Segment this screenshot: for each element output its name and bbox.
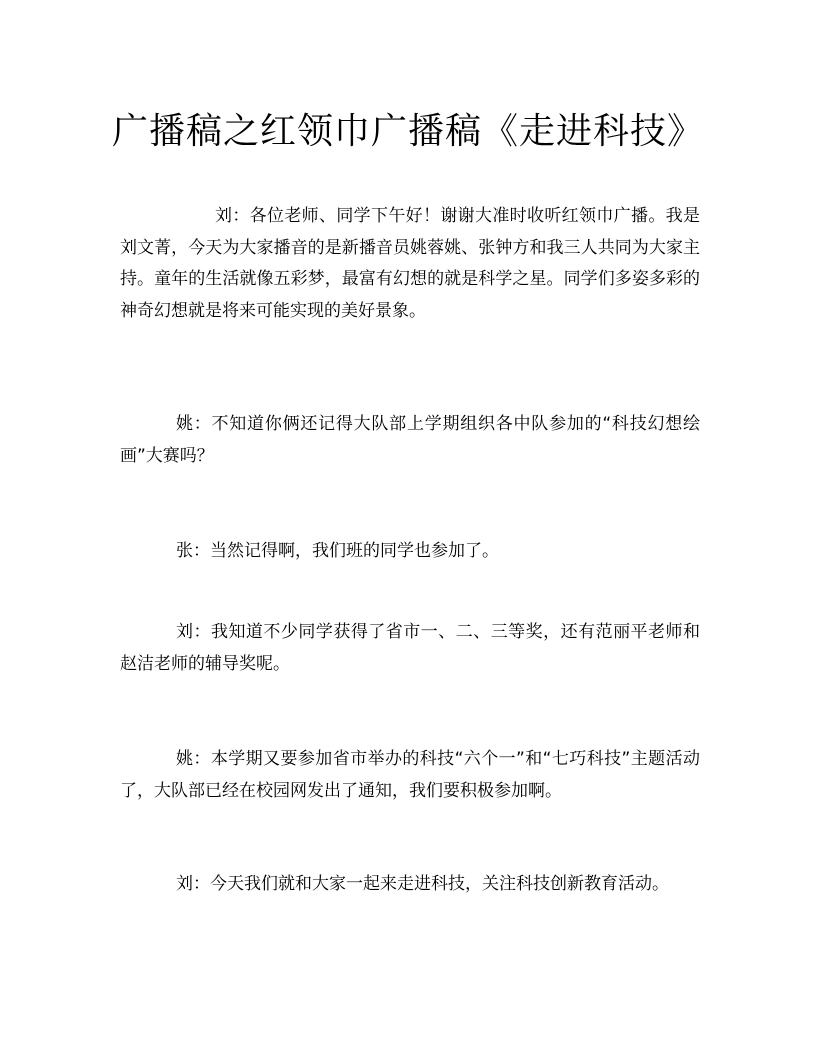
paragraph-zhang-reply: 张：当然记得啊，我们班的同学也参加了。 — [176, 541, 499, 561]
paragraph-yao-question: 姚：不知道你俩还记得大队部上学期组织各中队参加的“科技幻想绘画”大赛吗？ — [120, 414, 700, 466]
paragraph-liu-awards: 刘：我知道不少同学获得了省市一、二、三等奖，还有范丽平老师和赵洁老师的辅导奖呢。 — [120, 622, 700, 674]
document-title: 广播稿之红领巾广播稿《走进科技》 — [111, 111, 704, 152]
paragraph-liu-closing: 刘：今天我们就和大家一起来走进科技，关注科技创新教育活动。 — [176, 874, 669, 894]
paragraph-opening: 刘：各位老师、同学下午好！谢谢大准时收听红领巾广播。我是刘文菁，今天为大家播音的是新播音员姚蓉姚、张钟方和我三人共同为大家主持。童年的生活就像五彩梦，最富有幻想的就是科学之星。同学们多姿多彩的神奇幻想就是将来可能实现的美好景象。 — [120, 206, 700, 321]
paragraph-yao-activities: 姚：本学期又要参加省市举办的科技“六个一”和“七巧科技”主题活动了，大队部已经在校园网发出了通知，我们要积极参加啊。 — [120, 749, 700, 801]
